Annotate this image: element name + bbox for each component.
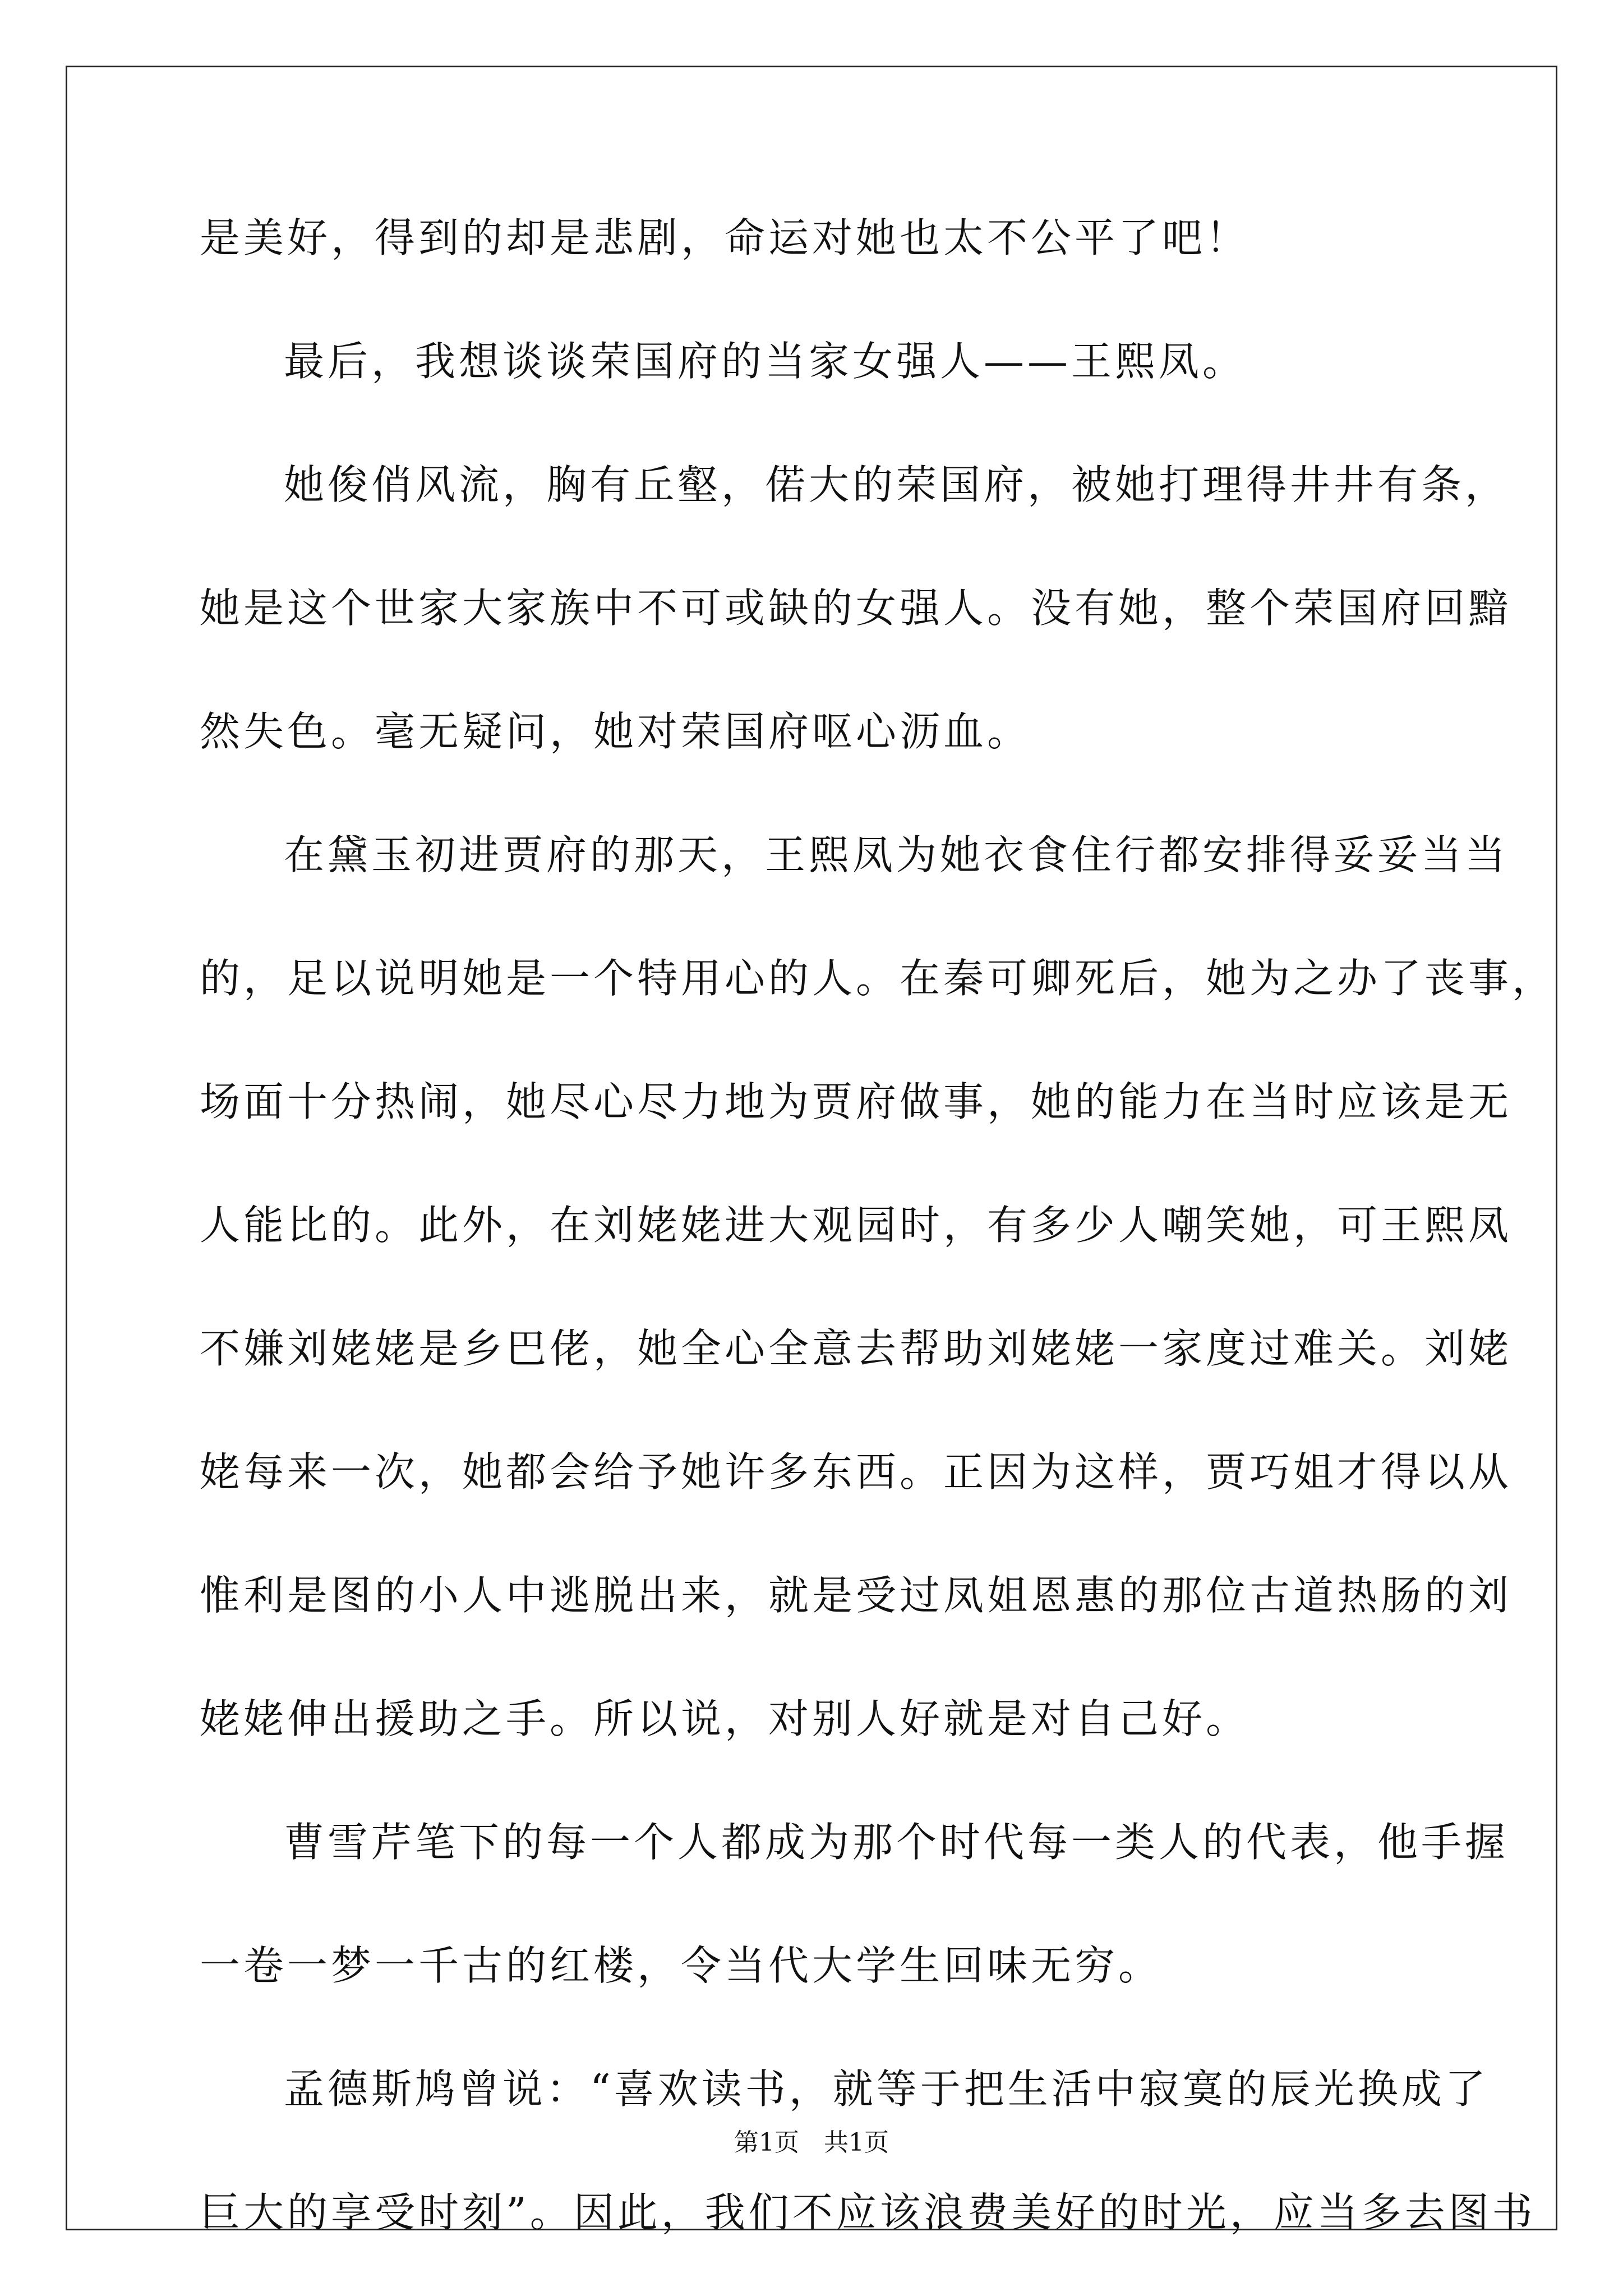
text-line-16: 孟德斯鸠曾说：“喜欢读书，就等于把生活中寂寞的辰光换成了 [284, 2065, 1489, 2113]
text-line-11: 姥每来一次，她都会给予她许多东西。正因为这样，贾巧姐才得以从 [200, 1448, 1513, 1496]
text-line-7: 的，足以说明她是一个特用心的人。在秦可卿死后，她为之办了丧事， [200, 955, 1556, 1002]
text-line-15: 一卷一梦一千古的红楼，令当代大学生回味无穷。 [200, 1942, 1163, 1989]
text-line-9: 人能比的。此外，在刘姥姥进大观园时，有多少人嘲笑她，可王熙凤 [200, 1202, 1513, 1249]
text-line-3: 她俊俏风流，胸有丘壑，偌大的荣国府，被她打理得井井有条， [284, 461, 1509, 508]
text-line-12: 惟利是图的小人中逃脱出来，就是受过凤姐恩惠的那位古道热肠的刘 [200, 1572, 1513, 1619]
text-line-2: 最后，我想谈谈荣国府的当家女强人——王熙凤。 [284, 338, 1247, 385]
text-line-8: 场面十分热闹，她尽心尽力地为贾府做事，她的能力在当时应该是无 [200, 1078, 1513, 1125]
page-number-footer: 第1页 共1页 [734, 2128, 889, 2157]
text-line-6: 在黛玉初进贾府的那天，王熙凤为她衣食住行都安排得妥妥当当 [284, 831, 1509, 878]
text-line-4: 她是这个世家大家族中不可或缺的女强人。没有她，整个荣国府回黯 [200, 585, 1513, 632]
text-line-1: 是美好，得到的却是悲剧，命运对她也太不公平了吧！ [200, 214, 1250, 261]
text-line-13: 姥姥伸出援助之手。所以说，对别人好就是对自己好。 [200, 1695, 1250, 1742]
text-line-17: 巨大的享受时刻”。因此，我们不应该浪费美好的时光，应当多去图书 [200, 2189, 1536, 2236]
text-line-14: 曹雪芹笔下的每一个人都成为那个时代每一类人的代表，他手握 [284, 1819, 1509, 1866]
text-line-10: 不嫌刘姥姥是乡巴佬，她全心全意去帮助刘姥姥一家度过难关。刘姥 [200, 1325, 1513, 1372]
text-line-5: 然失色。毫无疑问，她对荣国府呕心沥血。 [200, 708, 1031, 755]
